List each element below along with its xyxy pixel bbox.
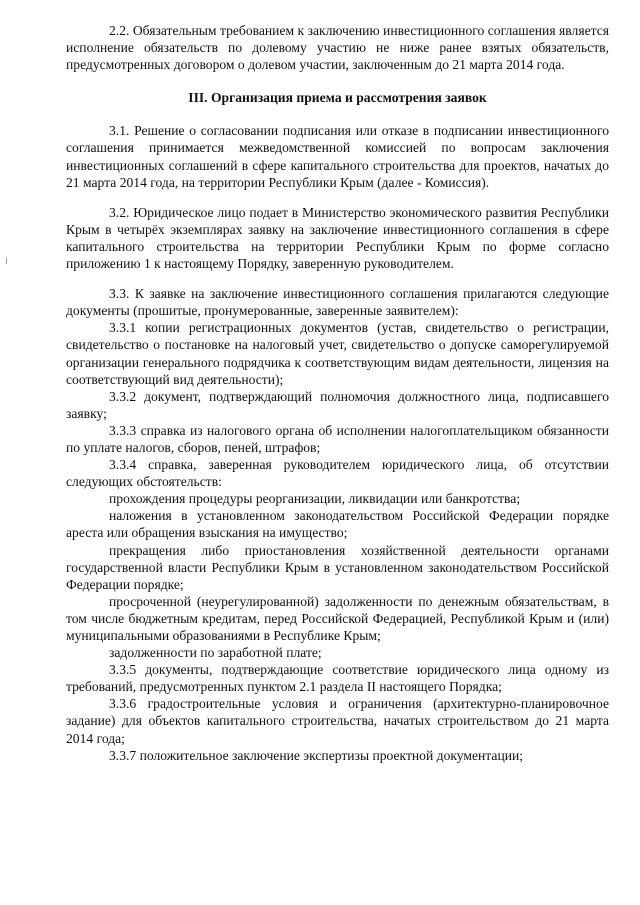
paragraph-3-3-6: 3.3.6 градостроительные условия и ограничения (архитектурно-планировочное задание) для объектов капитального строительства, начатых строительством до 21 марта 2014 года; bbox=[66, 696, 609, 746]
paragraph-3-3-3: 3.3.3 справка из налогового органа об исполнении налогоплательщиком обязанности по уплате налогов, сборов, пеней, штрафов; bbox=[66, 422, 609, 455]
section-title: III. Организация приема и рассмотрения заявок bbox=[188, 90, 487, 106]
paragraph-3-3-1: 3.3.1 копии регистрационных документов (устав, свидетельство о регистрации, свидетельство о постановке на налоговый учет, свидетельство о допуске саморегулируемой организации генерального подрядчика к соответствующим видам деятельности, лицензия на соответствующий вид деятельности); bbox=[66, 320, 609, 387]
paragraph-3-3-7: 3.3.7 положительное заключение экспертизы проектной документации; bbox=[109, 747, 524, 763]
list-item-reorganization: прохождения процедуры реорганизации, ликвидации или банкротства; bbox=[109, 491, 521, 507]
list-item-overdue-debt: просроченной (неурегулированной) задолженности по денежным обязательствам, в том числе бюджетным кредитам, перед Российской Федерацией, Республикой Крым и (или) муниципальными образованиями в Республике Крым; bbox=[66, 593, 609, 643]
paragraph-3-3-5: 3.3.5 документы, подтверждающие соответствие юридического лица одному из требований, предусмотренных пунктом 2.1 раздела II настоящего Порядка; bbox=[66, 662, 609, 695]
paragraph-3-2: 3.2. Юридическое лицо подает в Министерство экономического развития Республики Крым в четырёх экземплярах заявку на заключение инвестиционного соглашения в сфере капитального строительства на территории Республики Крым по форме согласно приложению 1 к настоящему Порядку, заверенную руководителем. bbox=[66, 204, 609, 272]
paragraph-3-3-2: 3.3.2 документ, подтверждающий полномочия должностного лица, подписавшего заявку; bbox=[66, 388, 609, 421]
paragraph-3-1: 3.1. Решение о согласовании подписания или отказе в подписании инвестиционного соглашения принимается межведомственной комиссией по вопросам заключения инвестиционных соглашений в сфере капитального строительства для проектов, начатых до 21 марта 2014 года, на территории Республики Крым (далее - Комиссия). bbox=[66, 123, 609, 190]
list-item-suspension: прекращения либо приостановления хозяйственной деятельности органами государственной власти Республики Крым в установленном законодательством Российской Федерации порядке; bbox=[66, 542, 609, 592]
margin-mark bbox=[6, 258, 7, 264]
list-item-arrest: наложения в установленном законодательством Российской Федерации порядке ареста или обращения взыскания на имущество; bbox=[66, 508, 609, 541]
paragraph-2-2: 2.2. Обязательным требованием к заключению инвестиционного соглашения является исполнение обязательств по долевому участию не ниже ранее взятых обязательств, предусмотренных договором о долевом участии, заключенным до 21 марта 2014 года. bbox=[66, 23, 609, 73]
paragraph-3-3: 3.3. К заявке на заключение инвестиционного соглашения прилагаются следующие документы (прошитые, пронумерованные, заверенные заявителем): bbox=[66, 286, 609, 319]
paragraph-3-3-4: 3.3.4 справка, заверенная руководителем юридического лица, об отсутствии следующих обстоятельств: bbox=[66, 457, 609, 490]
list-item-wage-debt: задолженности по заработной плате; bbox=[109, 645, 322, 661]
